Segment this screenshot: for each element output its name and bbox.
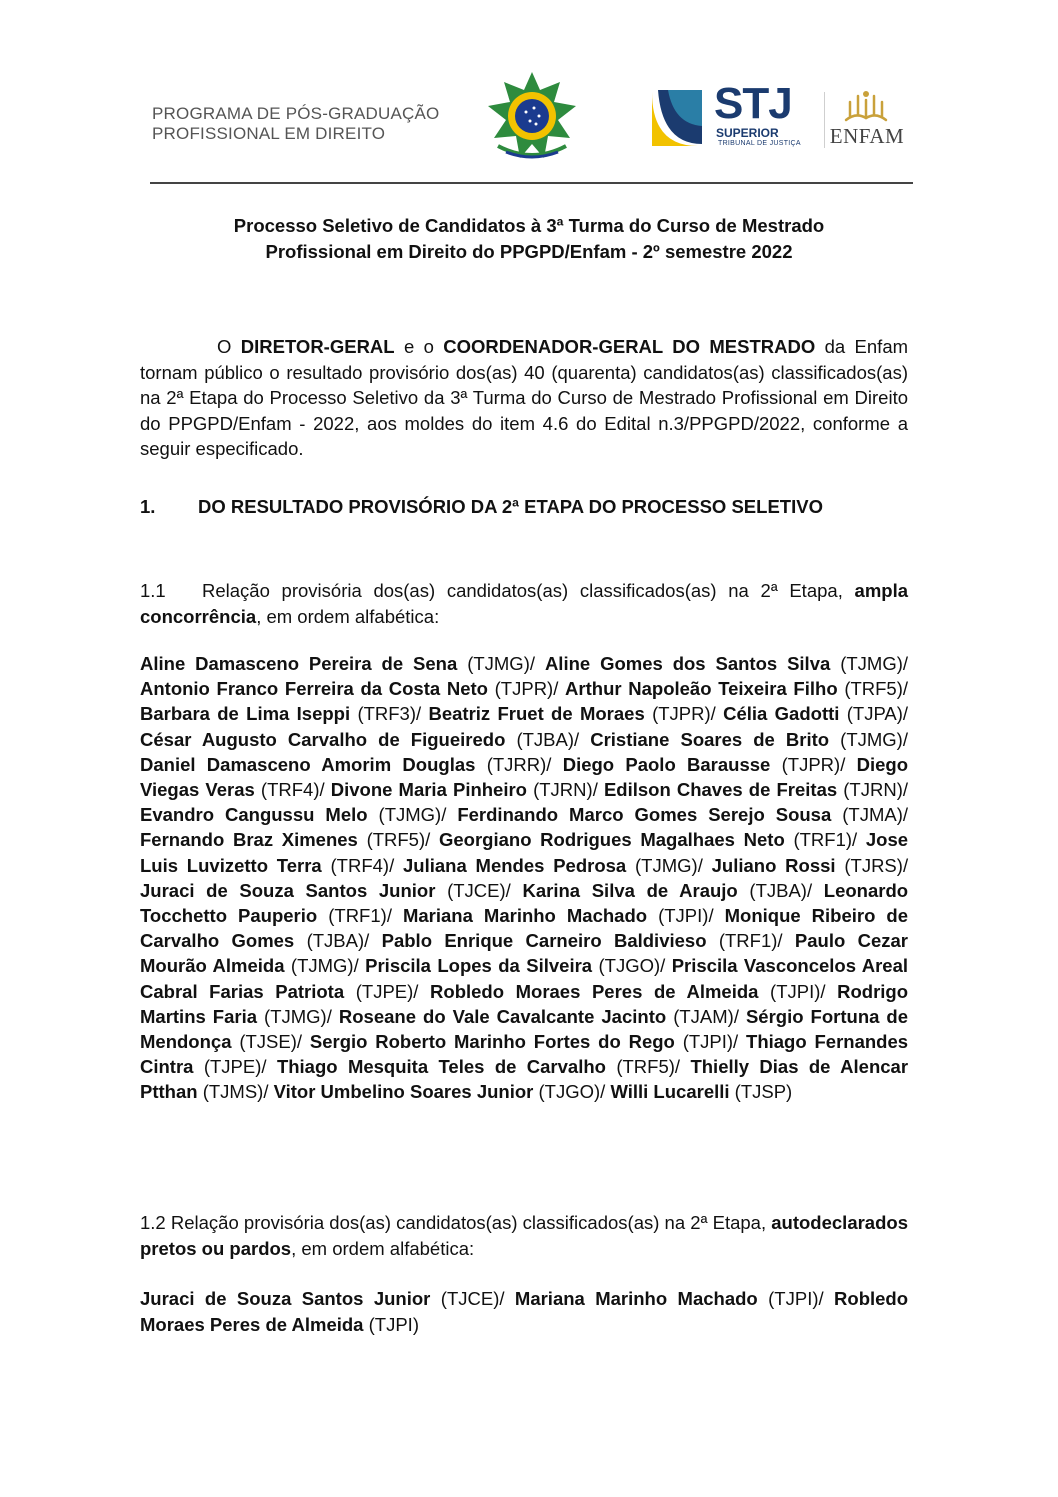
candidate-court: (TJGO)	[538, 1081, 601, 1103]
section-number: 1.	[140, 496, 156, 517]
item-1-2-text-1: Relação provisória dos(as) candidatos(as) classificados(as) na 2ª Etapa,	[165, 1212, 772, 1233]
program-name-line2: PROFISSIONAL EM DIREITO	[152, 124, 386, 143]
candidate-separator: /	[413, 980, 419, 1002]
candidate-court: (TJSP)	[734, 1081, 793, 1103]
candidate-name: Fernando Braz Ximenes	[140, 829, 358, 851]
intro-bold-2: COORDENADOR-GERAL DO MESTRADO	[443, 336, 816, 357]
candidate-separator: /	[902, 804, 909, 826]
item-1-2-text-2: , em ordem alfabética:	[291, 1237, 475, 1259]
candidate-separator: /	[806, 879, 813, 901]
candidate-separator: /	[386, 905, 392, 927]
candidate-name: Thiago Fernandes Cintra	[140, 1031, 909, 1078]
candidate-court: (TJMG)	[467, 653, 530, 674]
candidate-name: Karina Silva de Araujo	[522, 879, 738, 901]
candidate-separator: /	[660, 955, 666, 977]
candidate-court: (TJMG)	[635, 854, 698, 876]
candidate-name: Mariana Marinho Machado	[514, 1288, 758, 1309]
candidate-separator: /	[499, 1288, 505, 1309]
candidate-separator: /	[529, 653, 536, 674]
candidate-court: (TJAM)	[673, 1005, 734, 1027]
intro-text-3: da Enfam tornam público o resultado provisório dos(as) 40 (quarenta) candidatos(as) classificados(as) na 2ª Etapa do Processo Seletivo da 3ª Turma do Curso de Mestrado Profissional em Direito do PPGPD/Enfam - 2022, aos moldes do item 4.6 do Edital n.3/PPGPD/2022, conforme a seguir especificado.	[140, 336, 909, 459]
candidate-separator: /	[852, 829, 858, 851]
candidate-separator: /	[840, 753, 846, 775]
candidate-separator: /	[353, 955, 359, 977]
candidate-court: (TRF1)	[718, 930, 778, 952]
candidate-separator: /	[777, 930, 783, 952]
candidate-court: (TJGO)	[598, 955, 661, 977]
candidate-court: (TJMG)	[840, 728, 903, 750]
candidate-separator: /	[733, 1005, 739, 1027]
candidate-court: (TRF5)	[616, 1056, 675, 1078]
candidate-name: Priscila Lopes da Silveira	[365, 955, 593, 977]
candidate-name: Jose Luis Luvizetto Terra	[140, 829, 909, 876]
candidate-court: (TJPI)	[770, 980, 821, 1002]
candidate-separator: /	[902, 678, 909, 700]
candidate-name: Diego Paolo Barausse	[562, 753, 771, 775]
section-title: DO RESULTADO PROVISÓRIO DA 2ª ETAPA DO PROCESSO SELETIVO	[198, 496, 823, 517]
stj-logo	[648, 79, 818, 156]
candidate-separator: /	[902, 653, 909, 674]
candidate-name: Sergio Roberto Marinho Fortes do Rego	[309, 1031, 675, 1053]
intro-paragraph	[140, 334, 908, 462]
candidate-separator: /	[389, 854, 395, 876]
candidate-name: Rodrigo Martins Faria	[140, 980, 909, 1027]
candidate-separator: /	[697, 854, 703, 876]
candidate-separator: /	[818, 1288, 824, 1309]
candidate-court: (TRF3)	[357, 703, 417, 725]
candidate-name: Juraci de Souza Santos Junior	[140, 1288, 431, 1309]
candidate-name: Priscila Vasconcelos Areal Cabral Farias Patriota	[140, 955, 909, 1002]
item-1-1-number: 1.1	[140, 580, 166, 601]
candidate-court: (TJRR)	[486, 753, 547, 775]
logo-divider	[824, 92, 825, 148]
candidate-separator: /	[902, 703, 909, 725]
candidate-name: Mariana Marinho Machado	[402, 905, 648, 927]
candidate-separator: /	[902, 854, 909, 876]
candidate-court: (TJBA)	[516, 728, 575, 750]
item-1-1-text-2: , em ordem alfabética:	[256, 605, 440, 627]
candidate-separator: /	[319, 779, 325, 801]
candidate-court: (TRF5)	[366, 829, 426, 851]
candidate-name: Paulo Cezar Mourão Almeida	[140, 930, 909, 977]
stj-subtitle: SUPERIOR	[716, 126, 779, 140]
candidate-separator: /	[708, 905, 714, 927]
candidate-separator: /	[441, 804, 447, 826]
candidate-court: (TJRS)	[844, 854, 903, 876]
intro-text-2: e o	[394, 336, 444, 357]
item-1-2	[140, 1210, 908, 1261]
candidate-separator: /	[553, 678, 559, 700]
document-title	[140, 213, 918, 265]
candidate-name: Edilson Chaves de Freitas	[603, 779, 838, 801]
candidate-name: Daniel Damasceno Amorim Douglas	[140, 753, 476, 775]
candidate-name: Monique Ribeiro de Carvalho Gomes	[140, 905, 909, 952]
candidate-court: (TJMG)	[290, 955, 354, 977]
candidate-name: Barbara de Lima Iseppi	[140, 703, 351, 725]
intro-bold-1: DIRETOR-GERAL	[240, 336, 395, 357]
candidate-separator: /	[902, 728, 908, 750]
document-title-line1: Processo Seletivo de Candidatos à 3ª Turma do Curso de Mestrado	[233, 215, 825, 236]
candidate-separator: /	[710, 703, 716, 725]
candidate-list-ampla	[140, 651, 908, 1105]
candidate-name: Evandro Cangussu Melo	[140, 804, 368, 826]
candidate-name: Willi Lucarelli	[610, 1081, 730, 1103]
candidate-name: Arthur Napoleão Teixeira Filho	[565, 678, 838, 700]
candidate-name: Georgiano Rodrigues Magalhaes Neto	[438, 829, 785, 851]
candidate-separator: /	[600, 1081, 606, 1103]
candidate-court: (TJMG)	[378, 804, 442, 826]
candidate-name: Robledo Moraes Peres de Almeida	[140, 1288, 909, 1335]
candidate-court: (TJMG)	[264, 1005, 327, 1027]
candidate-separator: /	[592, 779, 598, 801]
candidate-name: Aline Damasceno Pereira de Sena	[140, 653, 458, 674]
candidate-court: (TJCE)	[440, 1288, 500, 1309]
candidate-court: (TJPR)	[652, 703, 711, 725]
candidate-name: Juliano Rossi	[711, 854, 836, 876]
candidate-court: (TJPE)	[203, 1056, 262, 1078]
program-name	[152, 104, 439, 144]
candidate-separator: /	[574, 728, 580, 750]
candidate-court: (TJMG)	[840, 653, 903, 674]
candidate-separator: /	[326, 1005, 332, 1027]
brazil-coat-of-arms-icon	[484, 68, 580, 164]
candidate-court: (TJRN)	[533, 779, 593, 801]
candidate-name: Pablo Enrique Carneiro Baldivieso	[381, 930, 707, 952]
candidate-name: Ferdinando Marco Gomes Serejo Sousa	[457, 804, 832, 826]
candidate-name: Juraci de Souza Santos Junior	[140, 879, 436, 901]
candidate-court: (TRF4)	[260, 779, 320, 801]
candidate-court: (TRF4)	[330, 854, 390, 876]
candidate-court: (TJCE)	[447, 879, 506, 901]
candidate-name: Thiago Mesquita Teles de Carvalho	[276, 1056, 606, 1078]
candidate-separator: /	[505, 879, 511, 901]
candidate-name: Célia Gadotti	[723, 703, 840, 725]
item-1-1	[140, 578, 908, 629]
candidate-name: Juliana Mendes Pedrosa	[403, 854, 627, 876]
stj-emblem-icon	[648, 86, 706, 150]
candidate-court: (TJMS)	[202, 1081, 264, 1103]
document-title-line2: Profissional em Direito do PPGPD/Enfam - 2º semestre 2022	[265, 241, 793, 262]
candidate-name: Beatriz Fruet de Moraes	[428, 703, 645, 725]
candidate-separator: /	[296, 1031, 303, 1053]
candidate-court: (TJPR)	[494, 678, 554, 700]
candidate-court: (TJPI)	[682, 1031, 734, 1053]
candidate-separator: /	[416, 703, 422, 725]
candidate-name: Vitor Umbelino Soares Junior	[273, 1081, 534, 1103]
candidate-separator: /	[902, 779, 908, 801]
item-1-2-bold: autodeclarados pretos ou pardos	[140, 1212, 908, 1259]
candidate-court: (TRF1)	[328, 905, 387, 927]
candidate-court: (TJRN)	[843, 779, 903, 801]
candidate-name: Aline Gomes dos Santos Silva	[544, 653, 831, 674]
candidate-court: (TJPE)	[355, 980, 414, 1002]
candidate-separator: /	[733, 1031, 739, 1053]
intro-text-1: O	[217, 336, 241, 357]
candidate-list-pretos-pardos	[140, 1286, 908, 1337]
program-name-line1: PROGRAMA DE PÓS-GRADUAÇÃO	[152, 104, 440, 123]
candidate-name: Robledo Moraes Peres de Almeida	[430, 980, 759, 1002]
candidate-court: (TJPI)	[658, 905, 709, 927]
item-1-1-text-1: Relação provisória dos(as) candidatos(as) classificados(as) na 2ª Etapa,	[202, 580, 855, 601]
candidate-court: (TJMA)	[842, 804, 903, 826]
candidate-court: (TRF5)	[844, 678, 903, 700]
candidate-separator: /	[261, 1056, 267, 1078]
item-1-1-bold: ampla concorrência	[140, 580, 908, 627]
candidate-name: Thielly Dias de Alencar Ptthan	[140, 1056, 909, 1103]
candidate-name: Cristiane Soares de Brito	[590, 728, 830, 750]
candidate-separator: /	[425, 829, 431, 851]
candidate-separator: /	[820, 980, 826, 1002]
candidate-court: (TRF1)	[793, 829, 853, 851]
candidate-court: (TJPI)	[768, 1288, 819, 1309]
candidate-court: (TJPR)	[781, 753, 841, 775]
section-heading	[140, 494, 908, 520]
candidate-name: Sérgio Fortuna de Mendonça	[140, 1005, 909, 1053]
enfam-wordmark: ENFAM	[829, 124, 905, 148]
stj-subtitle-small: TRIBUNAL DE JUSTIÇA	[718, 140, 801, 147]
candidate-court: (TJSE)	[239, 1031, 297, 1053]
candidate-name: Roseane do Vale Cavalcante Jacinto	[338, 1005, 667, 1027]
candidate-name: César Augusto Carvalho de Figueiredo	[140, 728, 506, 750]
enfam-book-icon	[836, 86, 896, 124]
candidate-court: (TJPI)	[368, 1313, 419, 1335]
candidate-court: (TJBA)	[749, 879, 807, 901]
enfam-logo	[826, 86, 908, 154]
candidate-name: Leonardo Tocchetto Pauperio	[140, 879, 909, 927]
candidate-court: (TJPA)	[846, 703, 903, 725]
candidate-separator: /	[263, 1081, 269, 1103]
candidate-separator: /	[546, 753, 552, 775]
candidate-name: Divone Maria Pinheiro	[330, 779, 527, 801]
candidate-separator: /	[674, 1056, 681, 1078]
candidate-name: Diego Viegas Veras	[140, 753, 908, 801]
stj-wordmark: STJ	[714, 79, 792, 128]
page-header	[0, 0, 1058, 190]
header-divider	[150, 182, 913, 184]
candidate-court: (TJBA)	[306, 930, 365, 952]
candidate-separator: /	[364, 930, 370, 952]
candidate-name: Antonio Franco Ferreira da Costa Neto	[140, 678, 488, 700]
item-1-2-number: 1.2	[140, 1212, 166, 1233]
